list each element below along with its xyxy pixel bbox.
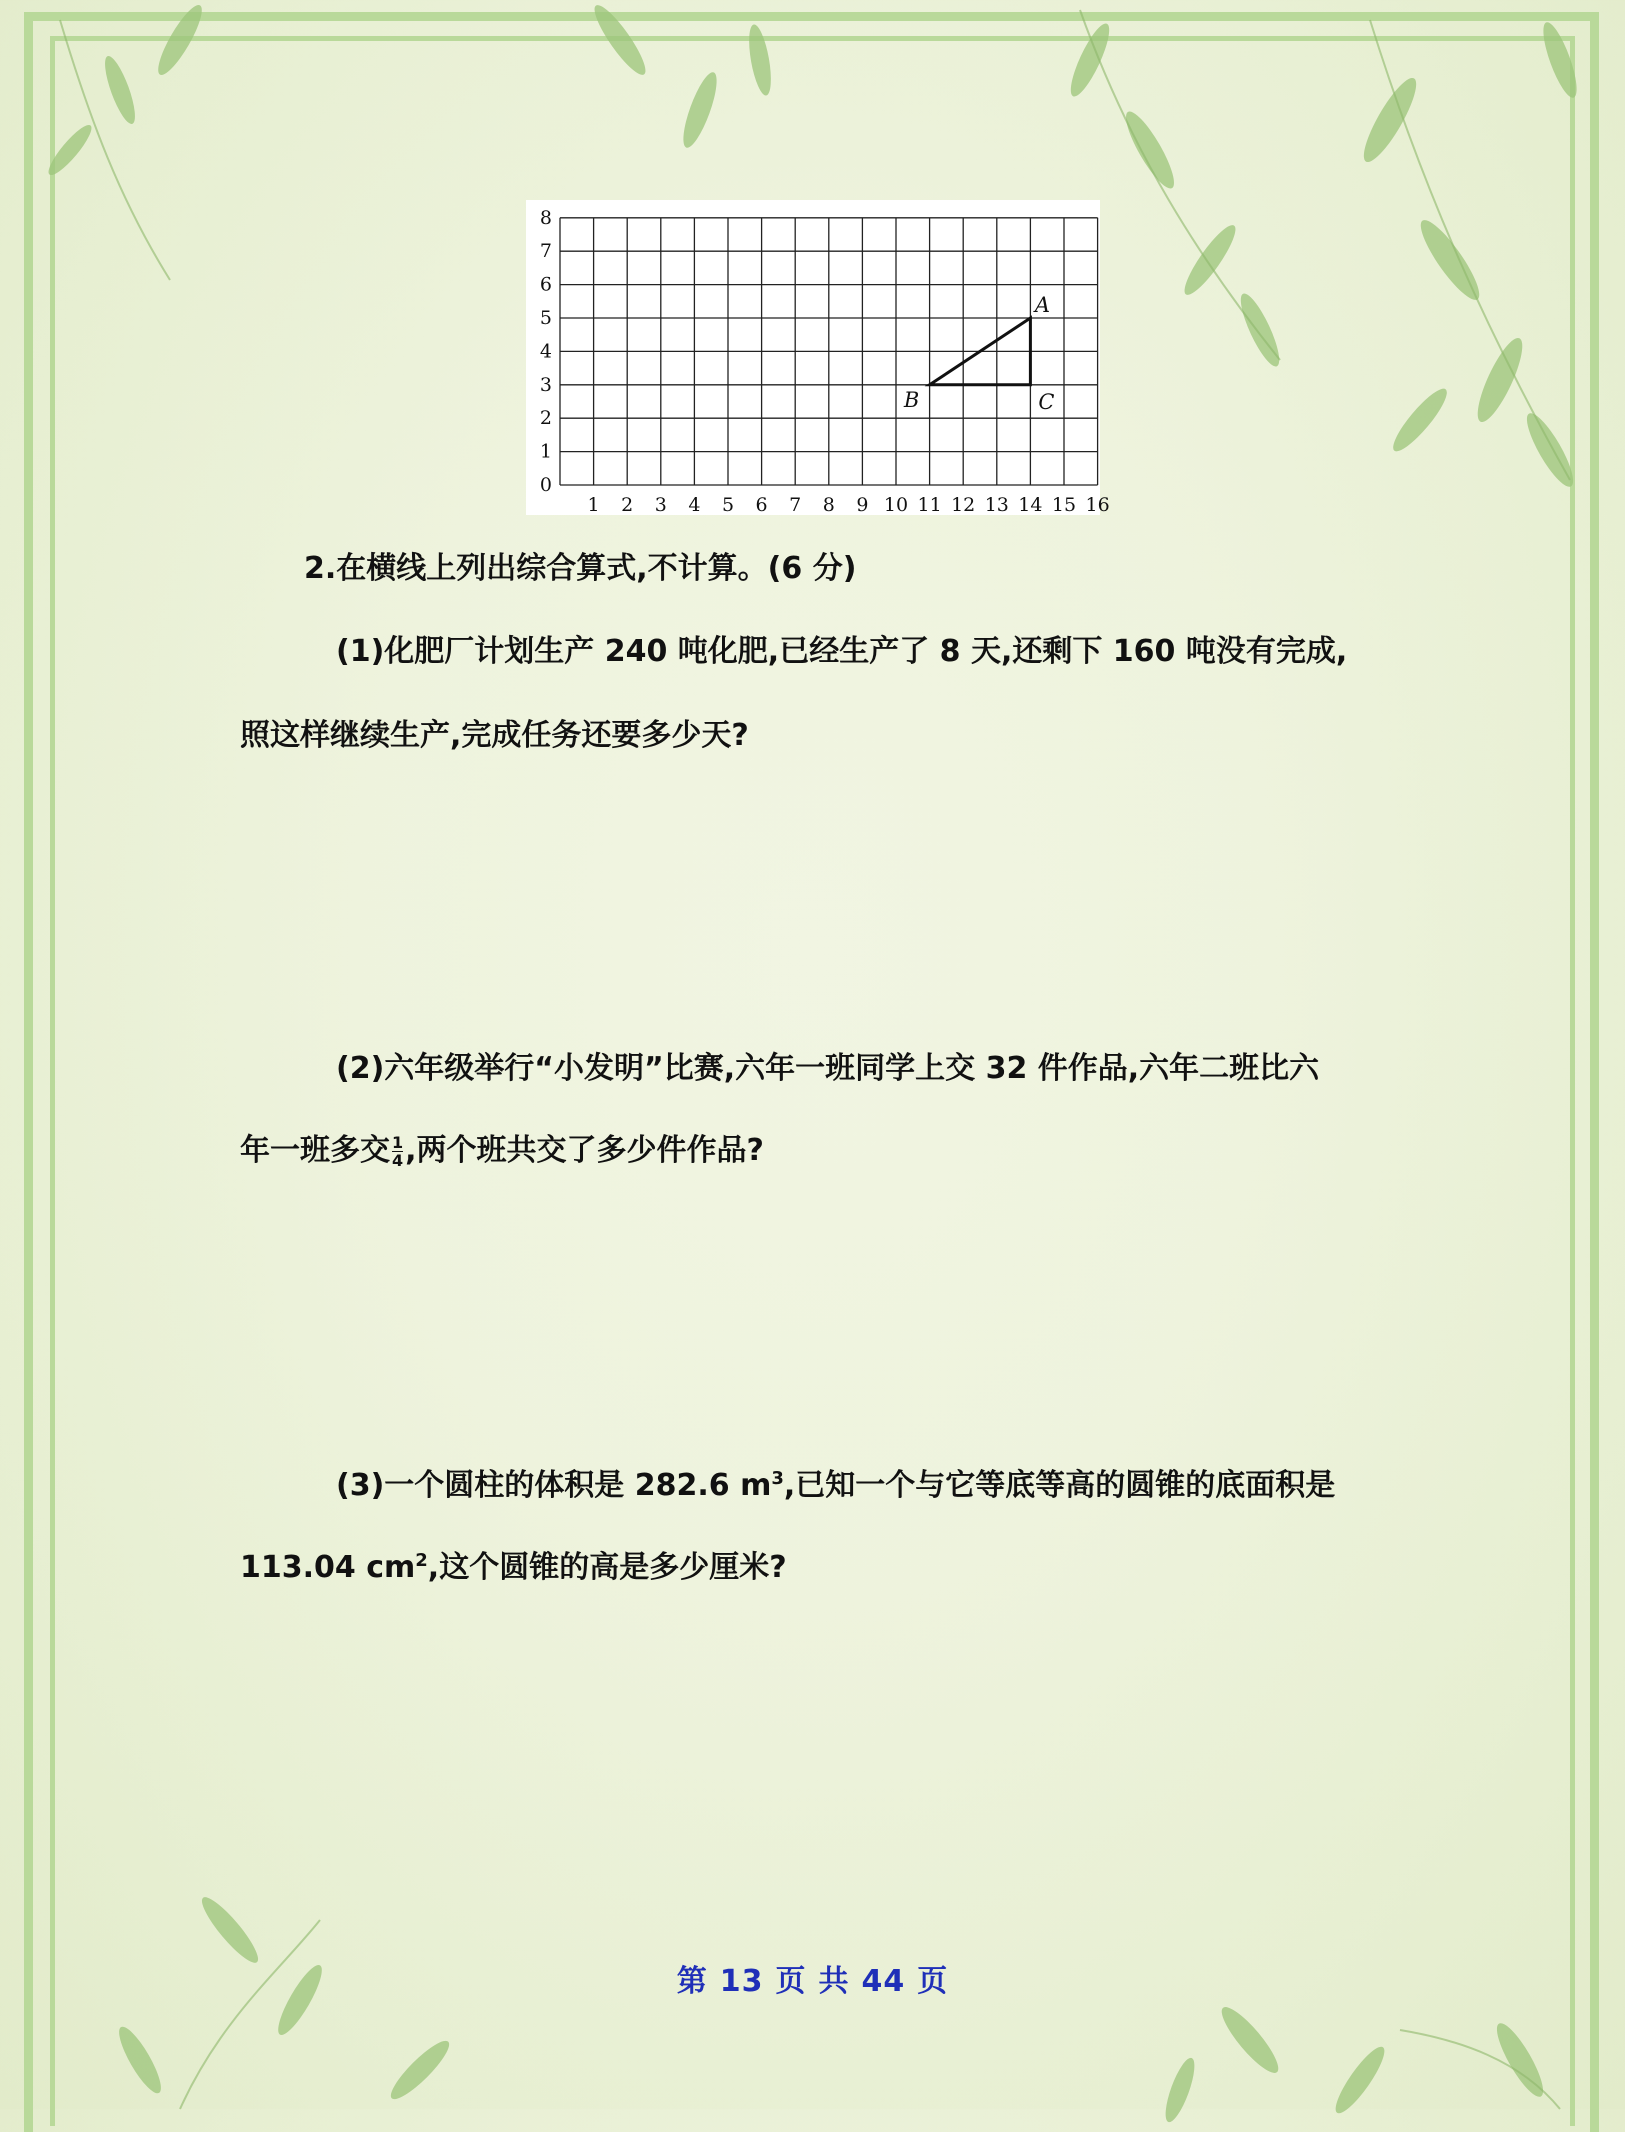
q3-line-2-end: ,这个圆锥的高是多少厘米? [427,1550,787,1585]
fraction-denominator: 4 [392,1151,404,1170]
x-tick-label: 14 [1018,494,1043,516]
fraction-one-quarter [392,1134,403,1169]
x-tick-label: 2 [621,494,634,516]
q2-line-2 [240,1125,764,1169]
x-tick-label: 10 [883,494,909,516]
footer-ye-2: 页 [917,1964,949,1999]
exponent-3: 3 [771,1468,784,1489]
total-page-count: 44 [861,1964,906,1999]
point-label-c: C [1038,389,1055,414]
y-tick-label: 0 [539,474,552,496]
x-tick-label: 15 [1051,494,1077,516]
q3-line-1 [336,1460,1335,1504]
q3-line-1-start: (3)一个圆柱的体积是 282.6 m [336,1468,772,1503]
q2-line-1: (2)六年级举行“小发明”比赛,六年一班同学上交 32 件作品,六年二班比六 [336,1051,1320,1086]
y-tick-label: 6 [539,273,552,296]
coordinate-grid-figure [520,200,1110,516]
point-label-a: A [1034,293,1050,317]
footer-di: 第 [676,1964,708,1999]
page-number-footer [0,1956,1625,2000]
x-tick-label: 3 [654,494,667,516]
x-tick-label: 16 [1085,494,1110,516]
y-tick-label: 2 [539,407,552,430]
y-tick-label: 7 [539,240,552,263]
x-tick-label: 1 [587,494,600,516]
x-tick-label: 11 [917,494,942,516]
q1-line-2: 照这样继续生产,完成任务还要多少天? [240,718,749,753]
x-tick-label: 4 [688,494,701,516]
q3-line-1-end: ,已知一个与它等底等高的圆锥的底面积是 [783,1468,1336,1503]
y-tick-label: 1 [539,440,552,463]
point-label-b: B [903,387,920,412]
q1-line-1: (1)化肥厂计划生产 240 吨化肥,已经生产了 8 天,还剩下 160 吨没有完成, [336,634,1348,669]
y-tick-label: 4 [539,340,552,363]
y-tick-label: 8 [539,206,552,229]
q3-line-2-start: 113.04 cm [240,1550,416,1585]
x-tick-label: 12 [951,494,976,516]
exponent-2: 2 [415,1550,428,1571]
footer-ye: 页 [775,1964,807,1999]
question-2-heading: 2.在横线上列出综合算式,不计算。(6 分) [304,551,857,586]
x-tick-label: 9 [856,494,869,516]
q3-line-2 [240,1542,787,1586]
fraction-numerator: 1 [392,1133,404,1152]
q2-line-2-start: 年一班多交 [240,1133,390,1168]
q2-line-2-end: ,两个班共交了多少件作品? [405,1133,764,1168]
footer-gong: 共 [818,1964,850,1999]
x-tick-label: 8 [822,494,835,516]
x-tick-label: 6 [755,494,768,516]
grid-background [526,200,1100,515]
y-tick-label: 5 [539,307,552,329]
x-tick-label: 7 [789,494,802,516]
x-tick-label: 13 [984,494,1009,516]
current-page-number: 13 [719,1964,764,1999]
y-tick-label: 3 [539,373,552,396]
x-tick-label: 5 [721,494,735,516]
